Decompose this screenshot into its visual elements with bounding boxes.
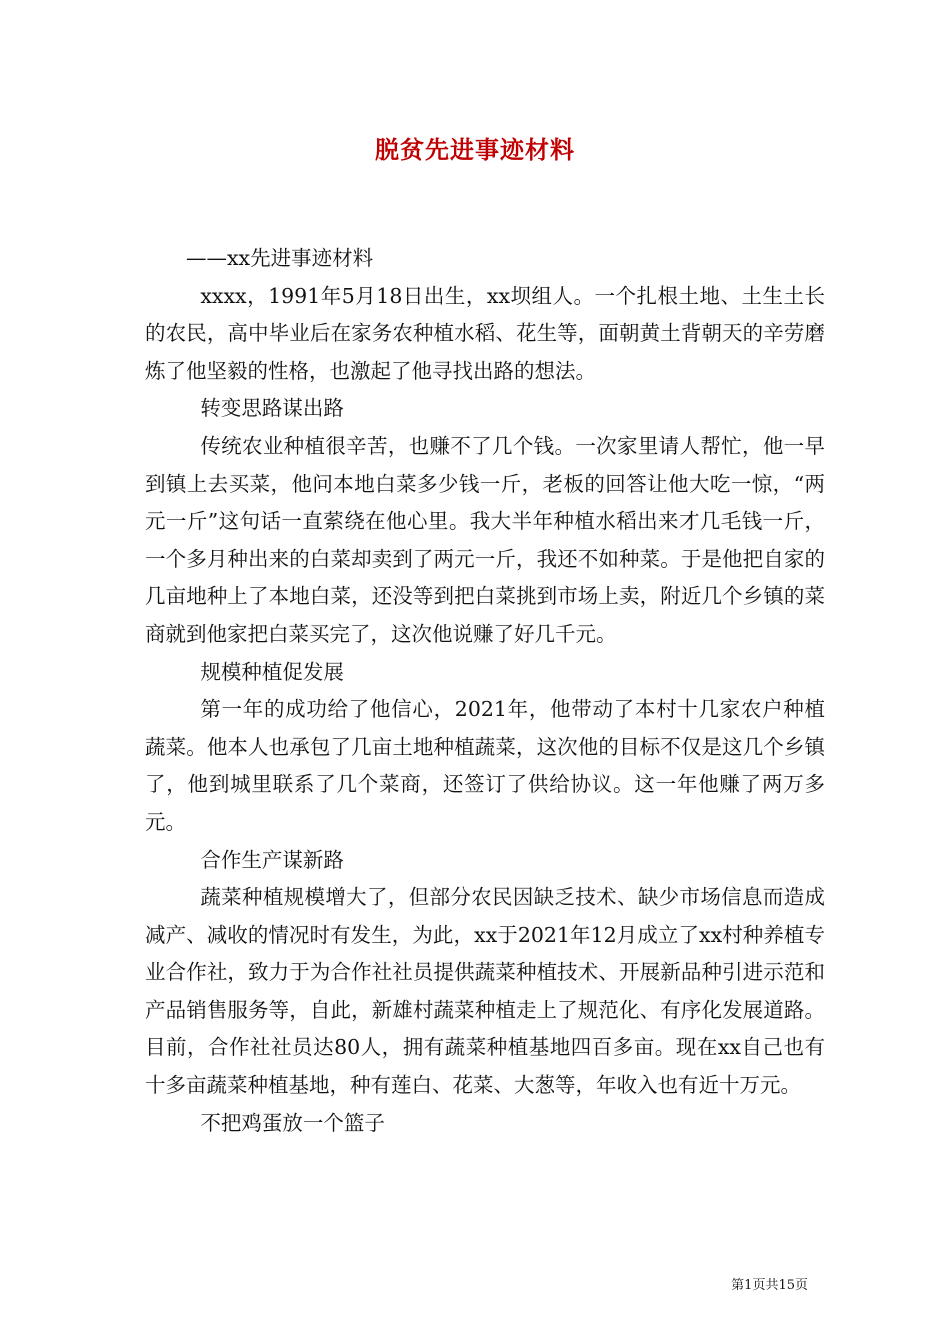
section-heading-cooperative: 合作生产谋新路 [200, 847, 344, 872]
paragraph-intro: xxxx，1991年5月18日出生，xx坝组人。一个扎根土地、土生土长的农民，高中毕业后在家务农种植水稻、花生等，面朝黄土背朝天的辛劳磨炼了他坚毅的性格，也激起了他寻找出路的想法。 [145, 283, 825, 383]
section-heading-scale-planting: 规模种植促发展 [200, 659, 344, 684]
section-heading-diversify: 不把鸡蛋放一个篮子 [200, 1110, 385, 1135]
document-title: 脱贫先进事迹材料 [375, 135, 575, 164]
paragraph-cooperative: 蔬菜种植规模增大了，但部分农民因缺乏技术、缺少市场信息而造成减产、减收的情况时有发生，为此，xx于2021年12月成立了xx村种养植专业合作社，致力于为合作社社员提供蔬菜种植技术、开展新品种引进示范和产品销售服务等，自此，新雄村蔬菜种植走上了规范化、有序化发展道路。目前，合作社社员达80人，拥有蔬菜种植基地四百多亩。现在xx自己也有十多亩蔬菜种植基地，种有莲白、花菜、大葱等，年收入也有近十万元。 [145, 885, 825, 1098]
paragraph-scale-planting: 第一年的成功给了他信心，2021年，他带动了本村十几家农户种植蔬菜。他本人也承包了几亩土地种植蔬菜，这次他的目标不仅是这几个乡镇了，他到城里联系了几个菜商，还签订了供给协议。这一年他赚了两万多元。 [145, 697, 825, 834]
document-subtitle: ——xx先进事迹材料 [186, 246, 374, 270]
page-number-footer: 第1页共15页 [731, 1278, 808, 1293]
paragraph-change-thinking: 传统农业种植很辛苦，也赚不了几个钱。一次家里请人帮忙，他一早到镇上去买菜，他问本地白菜多少钱一斤，老板的回答让他大吃一惊，“两元一斤”这句话一直萦绕在他心里。我大半年种植水稻出来才几毛钱一斤，一个多月种出来的白菜却卖到了两元一斤，我还不如种菜。于是他把自家的几亩地种上了本地白菜，还没等到把白菜挑到市场上卖，附近几个乡镇的菜商就到他家把白菜买完了，这次他说赚了好几千元。 [145, 433, 825, 646]
section-heading-change-thinking: 转变思路谋出路 [200, 396, 344, 421]
document-body [145, 240, 825, 1142]
